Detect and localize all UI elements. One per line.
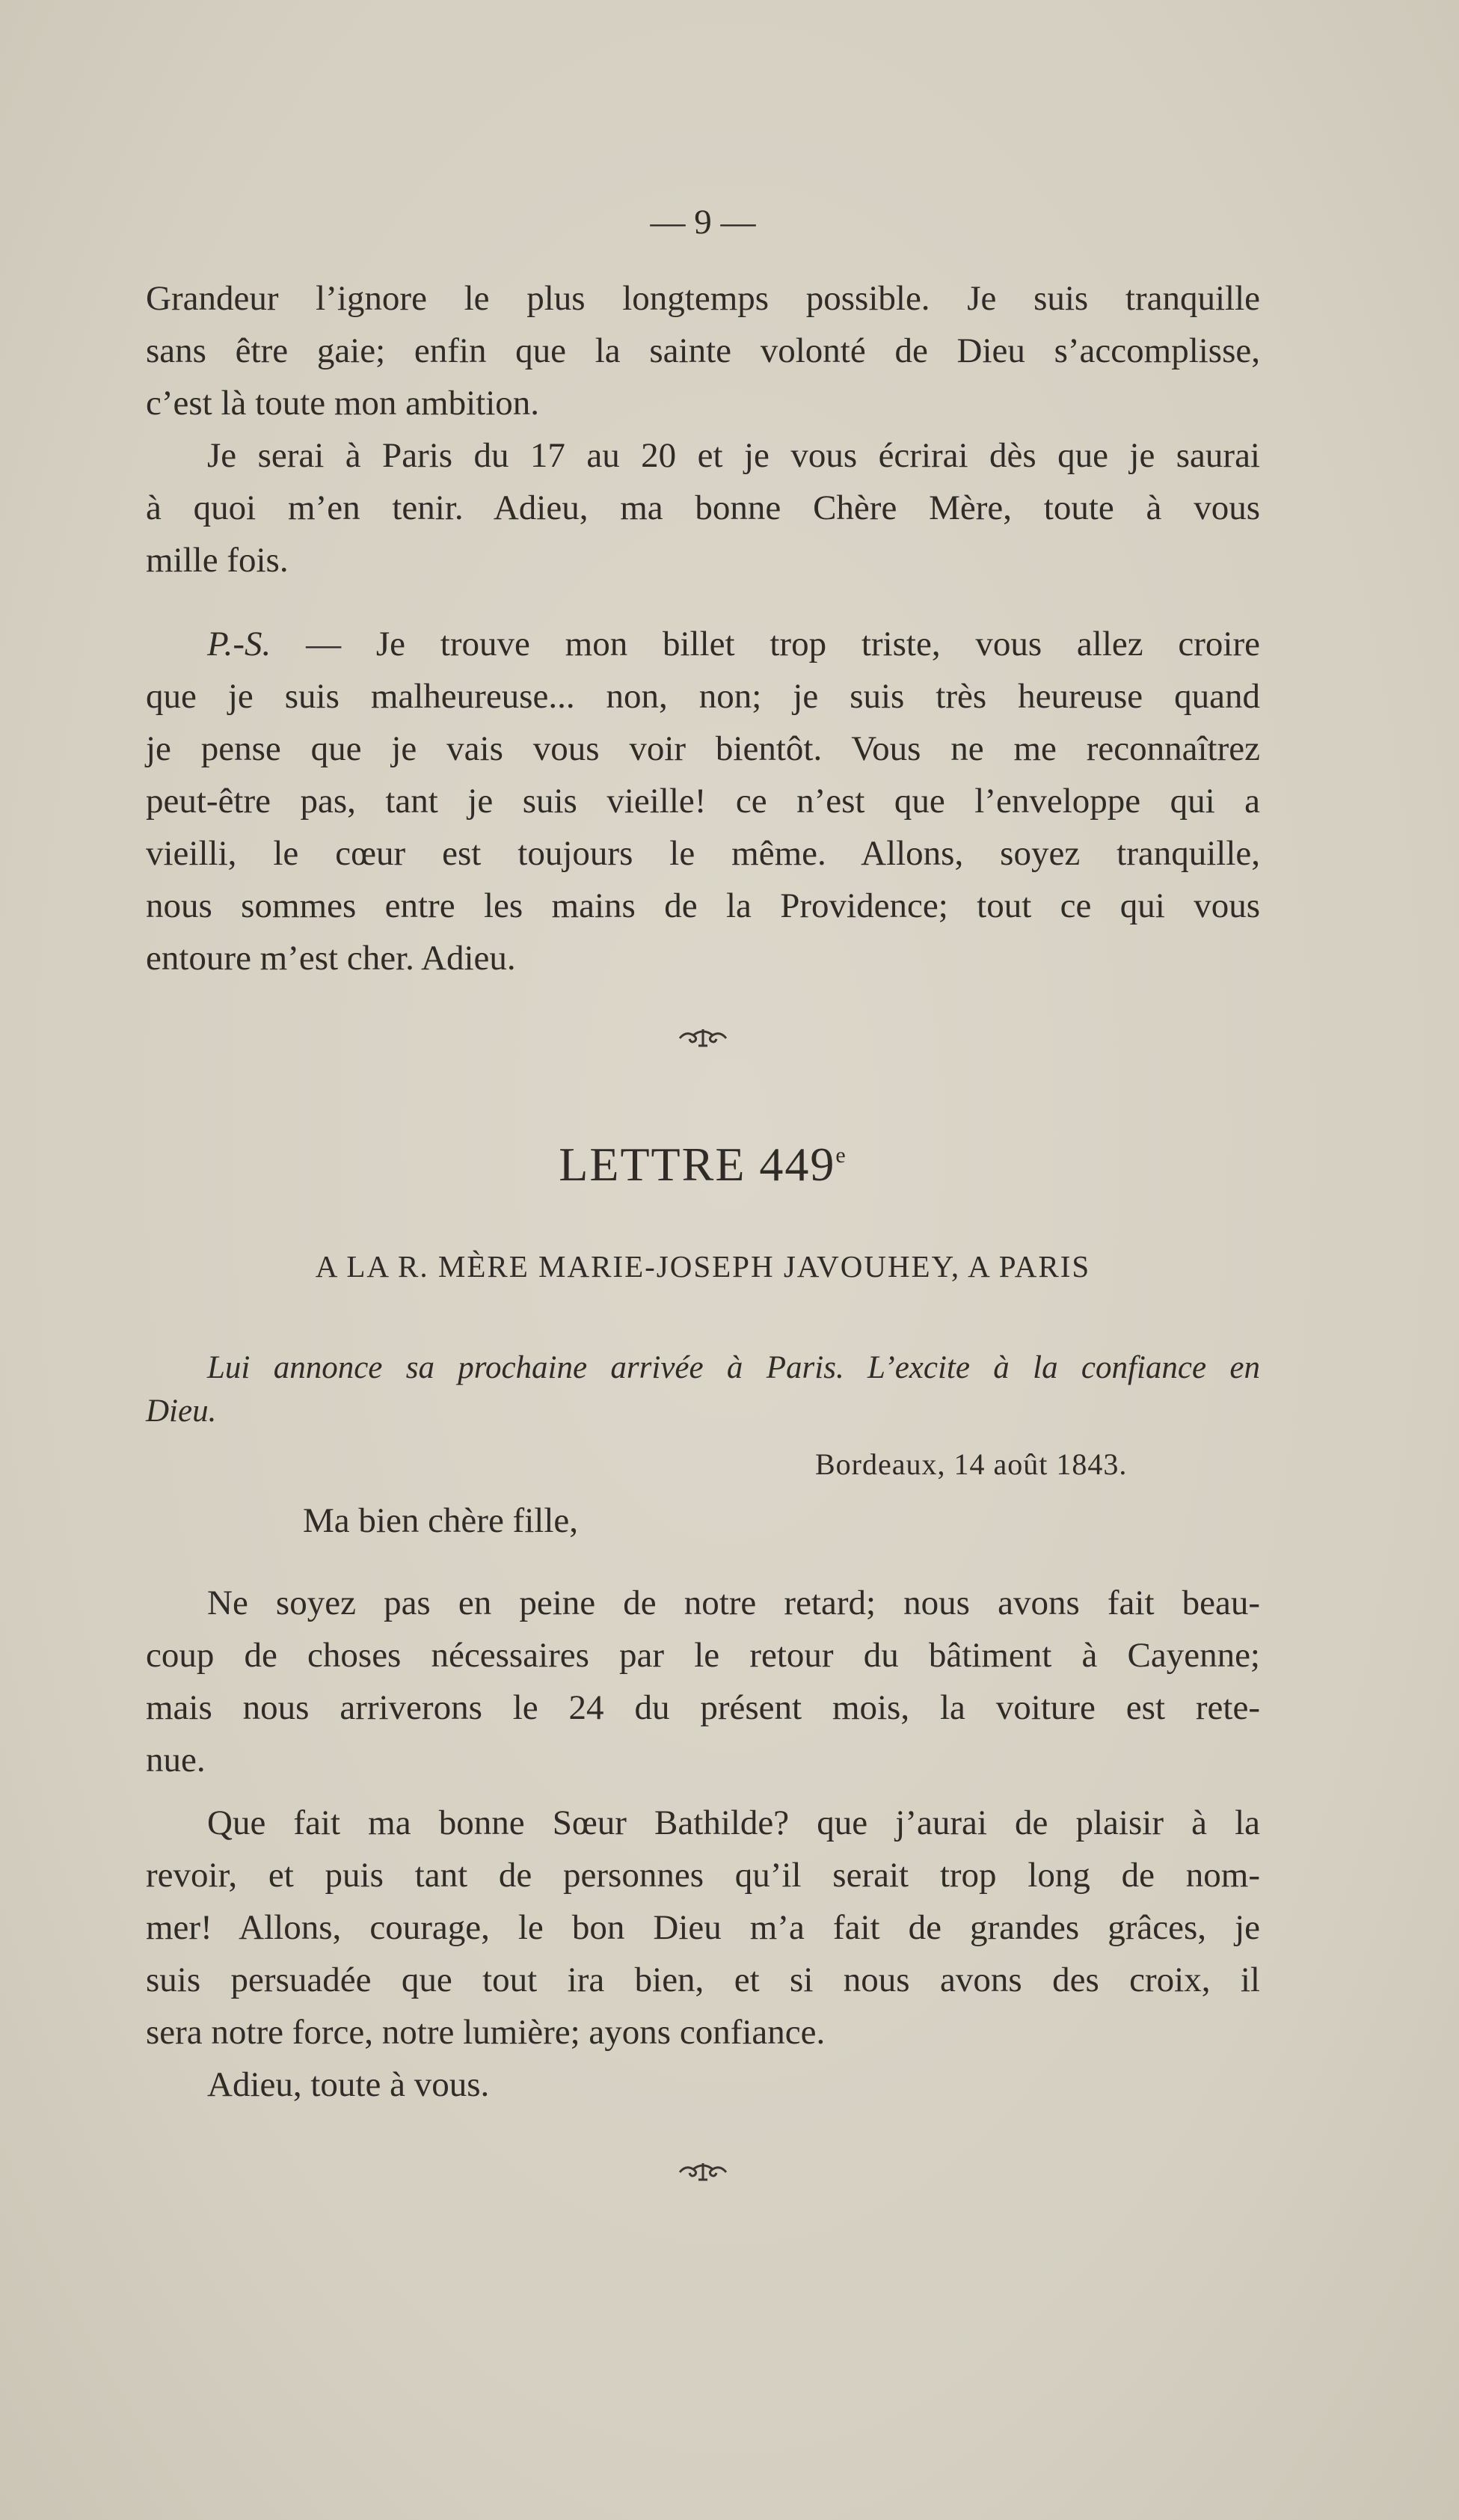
ornament-flourish-icon — [677, 2159, 729, 2184]
text-line: Ne soyez pas en peine de notre retard; nous avons fait beau- — [207, 1584, 1260, 1622]
postscript-text: — Je trouve mon billet trop triste, vous allez croire — [271, 625, 1260, 663]
ornament-flourish-icon — [677, 1025, 729, 1050]
text-line: Je serai à Paris du 17 au 20 et je vous écrirai dès que je saurai — [207, 436, 1260, 475]
postscript-label: P.-S. — [207, 625, 271, 663]
letter-title-superscript: e — [835, 1143, 847, 1168]
text-line: Que fait ma bonne Sœur Bathilde? que j’aurai de plaisir à la — [207, 1803, 1260, 1842]
text-line: mille fois. — [146, 541, 289, 580]
text-line: revoir, et puis tant de personnes qu’il serait trop long de nom- — [146, 1856, 1260, 1895]
text-line: peut-être pas, tant je suis vieille! ce n’est que l’enveloppe qui a — [146, 782, 1260, 821]
text-line: sans être gaie; enfin que la sainte volonté de Dieu s’accomplisse, — [146, 331, 1260, 370]
place-date: Bordeaux, 14 août 1843. — [815, 1447, 1128, 1481]
text-line: nue. — [146, 1741, 206, 1779]
text-line: je pense que je vais vous voir bientôt. Vous ne me reconnaîtrez — [146, 729, 1260, 768]
text-line: Grandeur l’ignore le plus longtemps possible. Je suis tranquille — [146, 279, 1260, 318]
text-line: sera notre force, notre lumière; ayons confiance. — [146, 2013, 826, 2052]
text-line: suis persuadée que tout ira bien, et si nous avons des croix, il — [146, 1960, 1260, 1999]
postscript-first-line — [146, 618, 1260, 670]
letter-title-text: LETTRE 449 — [559, 1138, 836, 1191]
summary-line: Lui annonce sa prochaine arrivée à Paris. L’excite à la confiance en — [207, 1350, 1260, 1385]
text-line: coup de choses nécessaires par le retour du bâtiment à Cayenne; — [146, 1636, 1260, 1675]
text-line: mer! Allons, courage, le bon Dieu m’a fait de grandes grâces, je — [146, 1908, 1260, 1947]
text-line: entoure m’est cher. Adieu. — [146, 939, 516, 978]
salutation: Ma bien chère fille, — [303, 1501, 578, 1540]
text-line: mais nous arriverons le 24 du présent mois, la voiture est rete- — [146, 1688, 1260, 1727]
text-line: à quoi m’en tenir. Adieu, ma bonne Chère Mère, toute à vous — [146, 488, 1260, 527]
letter-title — [146, 1131, 1260, 1198]
summary-line: Dieu. — [146, 1394, 217, 1429]
text-line: nous sommes entre les mains de la Providence; tout ce qui vous — [146, 886, 1260, 925]
text-line: c’est là toute mon ambition. — [146, 384, 540, 423]
page-number: — 9 — — [650, 203, 756, 242]
recipient-line: A LA R. MÈRE MARIE-JOSEPH JAVOUHEY, A PARIS — [315, 1249, 1091, 1284]
text-line: que je suis malheureuse... non, non; je suis très heureuse quand — [146, 677, 1260, 716]
closing-line: Adieu, toute à vous. — [207, 2065, 490, 2104]
text-line: vieilli, le cœur est toujours le même. Allons, soyez tranquille, — [146, 834, 1260, 873]
